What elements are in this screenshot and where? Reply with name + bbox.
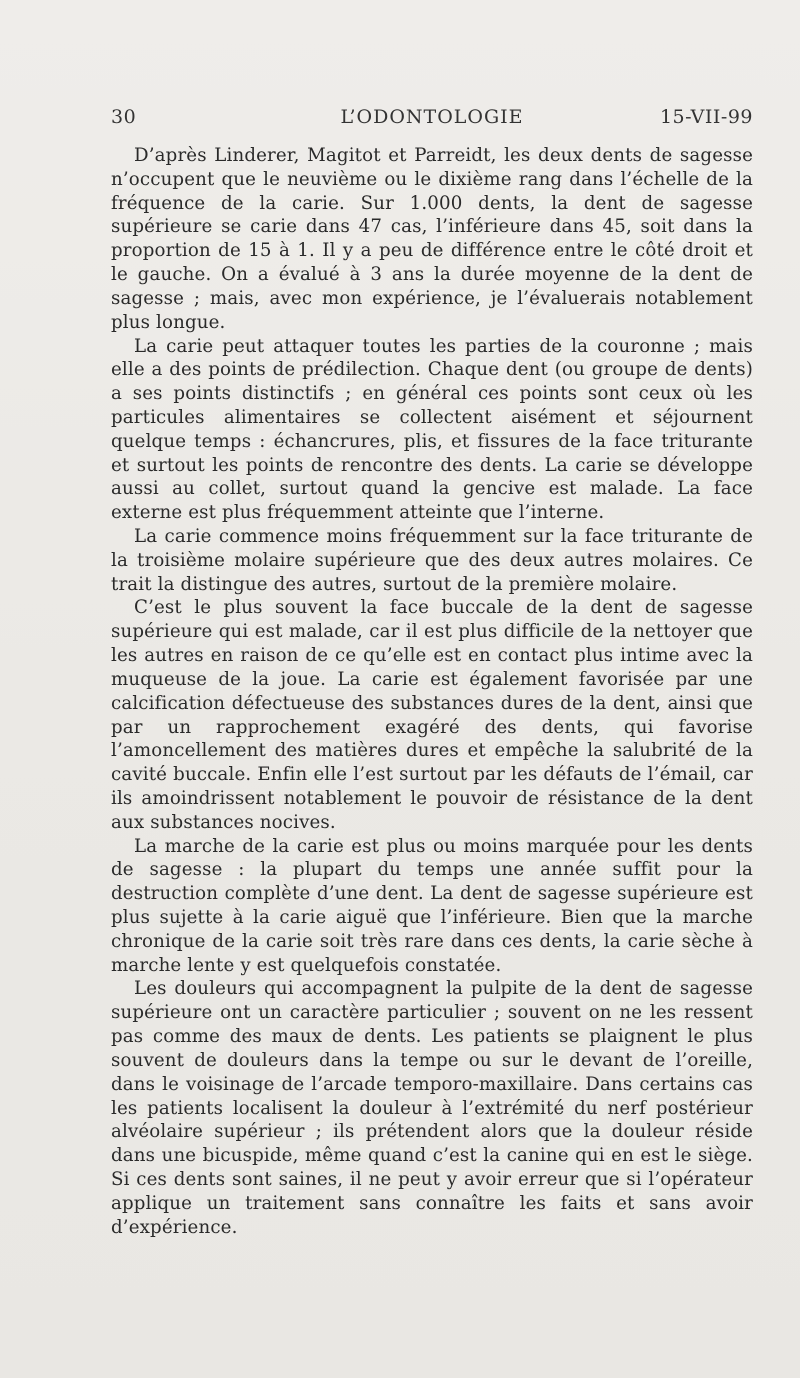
body-text (111, 144, 753, 1239)
paragraph: D’après Linderer, Magitot et Parreidt, les deux dents de sagesse n’occupent que le neuvième ou le dixième rang dans l’échelle de la fréquence de la carie. Sur 1.000 dents, la dent de sagesse supérieure se carie dans 47 cas, l’inférieure dans 45, soit dans la proportion de 15 à 1. Il y a peu de différence entre le côté droit et le gauche. On a évalué à 3 ans la durée moyenne de la dent de sagesse ; mais, avec mon expérience, je l’évaluerais notablement plus longue. (111, 145, 753, 333)
paragraph: La carie commence moins fréquemment sur la face triturante de la troisième molaire supérieure que des deux autres molaires. Ce trait la distingue des autres, surtout de la première molaire. (111, 526, 753, 595)
page-number: 30 (111, 106, 137, 128)
running-header (111, 106, 753, 136)
paragraph: La marche de la carie est plus ou moins marquée pour les dents de sagesse : la plupart du temps une année suffit pour la destruction complète d’une dent. La dent de sagesse supérieure est plus sujette à la carie aiguë que l’inférieure. Bien que la marche chronique de la carie soit très rare dans ces dents, la carie sèche à marche lente y est quelquefois constatée. (111, 835, 753, 976)
paragraph: Les douleurs qui accompagnent la pulpite de la dent de sagesse supérieure ont un caractère particulier ; souvent on ne les ressent pas comme des maux de dents. Les patients se plaignent le plus souvent de douleurs dans la tempe ou sur le devant de l’oreille, dans le voisinage de l’arcade temporo-maxillaire. Dans certains cas les patients localisent la douleur à l’extrémité du nerf postérieur alvéolaire supérieur ; ils prétendent alors que la douleur réside dans une bicuspide, même quand c’est la canine qui en est le siège. Si ces dents sont saines, il ne peut y avoir erreur que si l’opérateur applique un traitement sans connaître les faits et sans avoir d’expérience. (111, 978, 753, 1238)
paragraph: C’est le plus souvent la face buccale de la dent de sagesse supérieure qui est malade, car il est plus difficile de la nettoyer que les autres en raison de ce qu’elle est en contact plus intime avec la muqueuse de la joue. La carie est également favorisée par une calcification défectueuse des substances dures de la dent, ainsi que par un rapprochement exagéré des dents, qui favorise l’amoncellement des matières dures et empêche la salubrité de la cavité buccale. Enfin elle l’est surtout par les défauts de l’émail, car ils amoindrissent notablement le pouvoir de résistance de la dent aux substances nocives. (111, 597, 753, 833)
paragraph: La carie peut attaquer toutes les parties de la couronne ; mais elle a des points de prédilection. Chaque dent (ou groupe de dents) a ses points distinctifs ; en général ces points sont ceux où les particules alimentaires se collectent aisément et séjournent quelque temps : échancrures, plis, et fissures de la face triturante et surtout les points de rencontre des dents. La carie se développe aussi au collet, surtout quand la gencive est malade. La face externe est plus fréquemment atteinte que l’interne. (111, 335, 753, 524)
issue-date: 15-VII-99 (659, 106, 753, 128)
journal-title: L’ODONTOLOGIE (340, 106, 524, 128)
